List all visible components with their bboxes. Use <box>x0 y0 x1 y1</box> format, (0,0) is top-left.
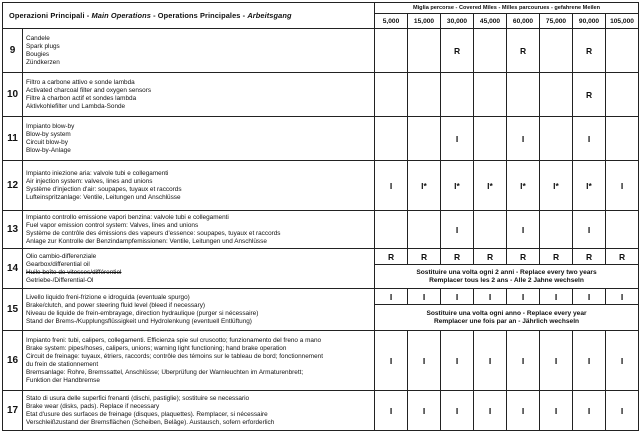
interval-mark: I* <box>441 161 474 211</box>
description-line: Impianto blow-by <box>26 122 75 130</box>
interval-mark: I <box>606 289 639 305</box>
description-line: Lufteinspritzanlage: Ventile, Leitungen und Anschlüsse <box>26 193 181 201</box>
interval-mark <box>606 73 639 117</box>
interval-mark: I* <box>474 161 507 211</box>
note-line: Sostituire una volta ogni anno - Replace every year <box>426 310 587 317</box>
interval-mark: I* <box>507 161 540 211</box>
interval-mark <box>441 73 474 117</box>
interval-mark: I <box>573 289 606 305</box>
interval-mark: I <box>375 391 408 431</box>
interval-mark: I <box>408 391 441 431</box>
description-line: Brake/clutch, and power steering fluid level (bleed if necessary) <box>26 301 206 309</box>
interval-mark <box>540 117 573 161</box>
description-line: Activated charcoal filter and oxygen sensors <box>26 86 152 94</box>
row-description <box>23 331 375 391</box>
description-line: Filtre à charbon actif et sondes lambda <box>26 94 137 102</box>
interval-header-2: 30,000 <box>441 14 474 29</box>
interval-mark: I <box>408 331 441 391</box>
interval-mark <box>474 29 507 73</box>
description-line: Livello liquido freni-frizione e idroguida (eventuale spurgo) <box>26 293 190 301</box>
description-line: Olio cambio-differenziale <box>26 252 97 260</box>
interval-mark: I <box>573 331 606 391</box>
interval-mark <box>606 117 639 161</box>
interval-mark <box>540 73 573 117</box>
description-line: Air injection system: valves, lines and unions <box>26 177 153 185</box>
interval-mark <box>408 73 441 117</box>
description-line: Spark plugs <box>26 42 60 50</box>
interval-mark <box>507 73 540 117</box>
row-number: 15 <box>3 289 23 331</box>
schedule-row <box>3 117 639 161</box>
interval-mark: I <box>606 391 639 431</box>
row-description <box>23 161 375 211</box>
row-description <box>23 249 375 289</box>
interval-header-0: 5,000 <box>375 14 408 29</box>
description-line: Stato di usura delle superfici frenanti (dischi, pastiglie); sostituire se necessario <box>26 394 250 402</box>
interval-mark: I <box>441 391 474 431</box>
interval-mark: I <box>540 289 573 305</box>
interval-mark: I <box>573 117 606 161</box>
interval-mark: I <box>441 331 474 391</box>
interval-mark: I* <box>408 161 441 211</box>
interval-mark: I <box>606 161 639 211</box>
description-line: Verschleißzustand der Bremsflächen (Scheiben, Beläge). Austausch, sofern erforderlich <box>26 418 275 426</box>
description-line: Stand der Brems-/Kupplungsflüssigkeit und Hydrolenkung (eventuell Entlüftung) <box>26 317 252 325</box>
schedule-row <box>3 73 639 117</box>
mileage-header: Miglia percorse - Covered Miles - Milles parcourues - gefahrene Meilen <box>375 3 639 14</box>
row-description <box>23 117 375 161</box>
description-line: Système d'injection d'air: soupapes, tuyaux et raccords <box>26 185 182 193</box>
header-title-fr: Operations Principales <box>157 11 241 20</box>
description-line: Huile boîte de vitesses/différentiel <box>26 268 122 276</box>
row-description <box>23 391 375 431</box>
description-line: Bougies <box>26 50 50 58</box>
schedule-row <box>3 29 639 73</box>
interval-mark <box>375 117 408 161</box>
interval-mark: R <box>606 249 639 265</box>
interval-mark <box>474 73 507 117</box>
note-line: Sostituire una volta ogni 2 anni - Replace every two years <box>416 269 597 276</box>
description-line: Aktivkohlefilter und Lambda-Sonde <box>26 102 126 110</box>
maintenance-schedule-table <box>2 2 639 431</box>
row-number: 9 <box>3 29 23 73</box>
interval-mark: I <box>573 211 606 249</box>
interval-mark: R <box>375 249 408 265</box>
description-line: Funktion der Handbremse <box>26 376 100 384</box>
interval-mark: I <box>474 391 507 431</box>
interval-mark: I <box>540 391 573 431</box>
schedule-row <box>3 289 639 305</box>
interval-mark <box>375 29 408 73</box>
row-number: 16 <box>3 331 23 391</box>
row-number: 11 <box>3 117 23 161</box>
schedule-row <box>3 249 639 265</box>
description-line: Circuit de freinage: tuyaux, étriers, raccords; contrôle des témoins sur le tableau de bord; fonctionnement <box>26 352 323 360</box>
description-line: Anlage zur Kontrolle der Benzindampfemissionen: Ventile, Leitungen und Anschlüsse <box>26 237 267 245</box>
description-line: Impianto iniezione aria: valvole tubi e collegamenti <box>26 169 169 177</box>
interval-mark: R <box>540 249 573 265</box>
description-line: Système de contrôle des émissions des vapeurs d'essence: soupapes, tuyaux et raccords <box>26 229 281 237</box>
row-number: 12 <box>3 161 23 211</box>
description-line: Circuit blow-by <box>26 138 68 146</box>
description-line: du frein de stationnement <box>26 360 99 368</box>
interval-mark: I <box>441 289 474 305</box>
description-line: Gearbox/differential oil <box>26 260 90 268</box>
interval-mark: I <box>441 117 474 161</box>
interval-mark: I <box>441 211 474 249</box>
description-line: Zündkerzen <box>26 58 60 66</box>
interval-mark: I <box>507 117 540 161</box>
description-line: Brake system: pipes/hoses, calipers, unions; warning light functioning; hand brake operation <box>26 344 287 352</box>
operations-header: Operazioni Principali - Main Operations - Operations Principales - Arbeitsgang <box>3 3 375 29</box>
interval-mark: I <box>507 391 540 431</box>
description-line: Fuel vapor emission control system: Valves, lines and unions <box>26 221 199 229</box>
interval-mark <box>474 117 507 161</box>
description-line: Brake wear (disks, pads). Replace if necessary <box>26 402 160 410</box>
header-title-de: Arbeitsgang <box>247 11 292 20</box>
interval-mark <box>408 29 441 73</box>
interval-mark: R <box>507 249 540 265</box>
row-number: 17 <box>3 391 23 431</box>
interval-mark: I <box>408 289 441 305</box>
description-line: Niveau de liquide de frein-embrayage, direction hydraulique (purger si nécessaire) <box>26 309 259 317</box>
interval-mark: I <box>375 289 408 305</box>
interval-mark <box>375 73 408 117</box>
row-number: 14 <box>3 249 23 289</box>
description-line: Candele <box>26 34 50 42</box>
interval-mark <box>408 211 441 249</box>
schedule-body <box>3 29 639 431</box>
interval-mark: R <box>573 73 606 117</box>
interval-mark <box>408 117 441 161</box>
interval-mark <box>540 29 573 73</box>
description-line: Impianto freni: tubi, calipers, collegamenti. Efficienza spie sul cruscotto; funzionamento del freno a mano <box>26 336 322 344</box>
replacement-note <box>375 265 639 289</box>
row-description <box>23 211 375 249</box>
header-title-it: Operazioni Principali <box>9 11 85 20</box>
description-line: Blow-by system <box>26 130 71 138</box>
schedule-row <box>3 391 639 431</box>
interval-mark: I <box>375 161 408 211</box>
header-title-en: Main Operations <box>91 11 151 20</box>
row-number: 10 <box>3 73 23 117</box>
interval-mark: I <box>375 331 408 391</box>
interval-mark: R <box>573 29 606 73</box>
row-number: 13 <box>3 211 23 249</box>
description-line: Blow-by-Anlage <box>26 146 71 154</box>
interval-mark: R <box>507 29 540 73</box>
interval-mark <box>375 211 408 249</box>
interval-mark: R <box>441 29 474 73</box>
schedule-row <box>3 161 639 211</box>
interval-header-1: 15,000 <box>408 14 441 29</box>
interval-mark: I <box>540 331 573 391</box>
row-description <box>23 29 375 73</box>
interval-header-6: 90,000 <box>573 14 606 29</box>
description-line: Impianto controllo emissione vapori benzina: valvole tubi e collegamenti <box>26 213 229 221</box>
row-description <box>23 289 375 331</box>
description-line: Getriebe-/Differential-Öl <box>26 276 94 284</box>
interval-mark <box>606 211 639 249</box>
interval-mark <box>540 211 573 249</box>
description-line: Bremsanlage: Rohre, Bremssattel, Anschlüsse; Überprüfung der Warnleuchten im Armaturenbrett; <box>26 368 304 376</box>
interval-mark: R <box>441 249 474 265</box>
interval-mark: I <box>474 289 507 305</box>
interval-header-5: 75,000 <box>540 14 573 29</box>
interval-mark: I <box>573 391 606 431</box>
interval-mark <box>606 29 639 73</box>
schedule-row <box>3 211 639 249</box>
interval-mark: I <box>507 289 540 305</box>
interval-header-3: 45,000 <box>474 14 507 29</box>
interval-mark: R <box>573 249 606 265</box>
interval-mark: I* <box>573 161 606 211</box>
interval-mark <box>474 211 507 249</box>
interval-mark: I <box>474 331 507 391</box>
row-description <box>23 73 375 117</box>
interval-mark: I <box>606 331 639 391</box>
interval-mark: I* <box>540 161 573 211</box>
interval-header-4: 60,000 <box>507 14 540 29</box>
interval-mark: R <box>408 249 441 265</box>
replacement-note <box>375 305 639 331</box>
note-line: Remplacer une fois par an - Jährlich wechseln <box>433 318 580 325</box>
interval-header-7: 105,000 <box>606 14 639 29</box>
interval-mark: R <box>474 249 507 265</box>
description-line: Etat d'usure des surfaces de freinage (disques, plaquettes). Remplacer, si nécessaire <box>26 410 268 418</box>
schedule-row <box>3 331 639 391</box>
note-line: Remplacer tous les 2 ans - Alle 2 Jahne wechseln <box>429 277 584 284</box>
interval-mark: I <box>507 331 540 391</box>
description-line: Filtro a carbone attivo e sonde lambda <box>26 78 135 86</box>
interval-mark: I <box>507 211 540 249</box>
